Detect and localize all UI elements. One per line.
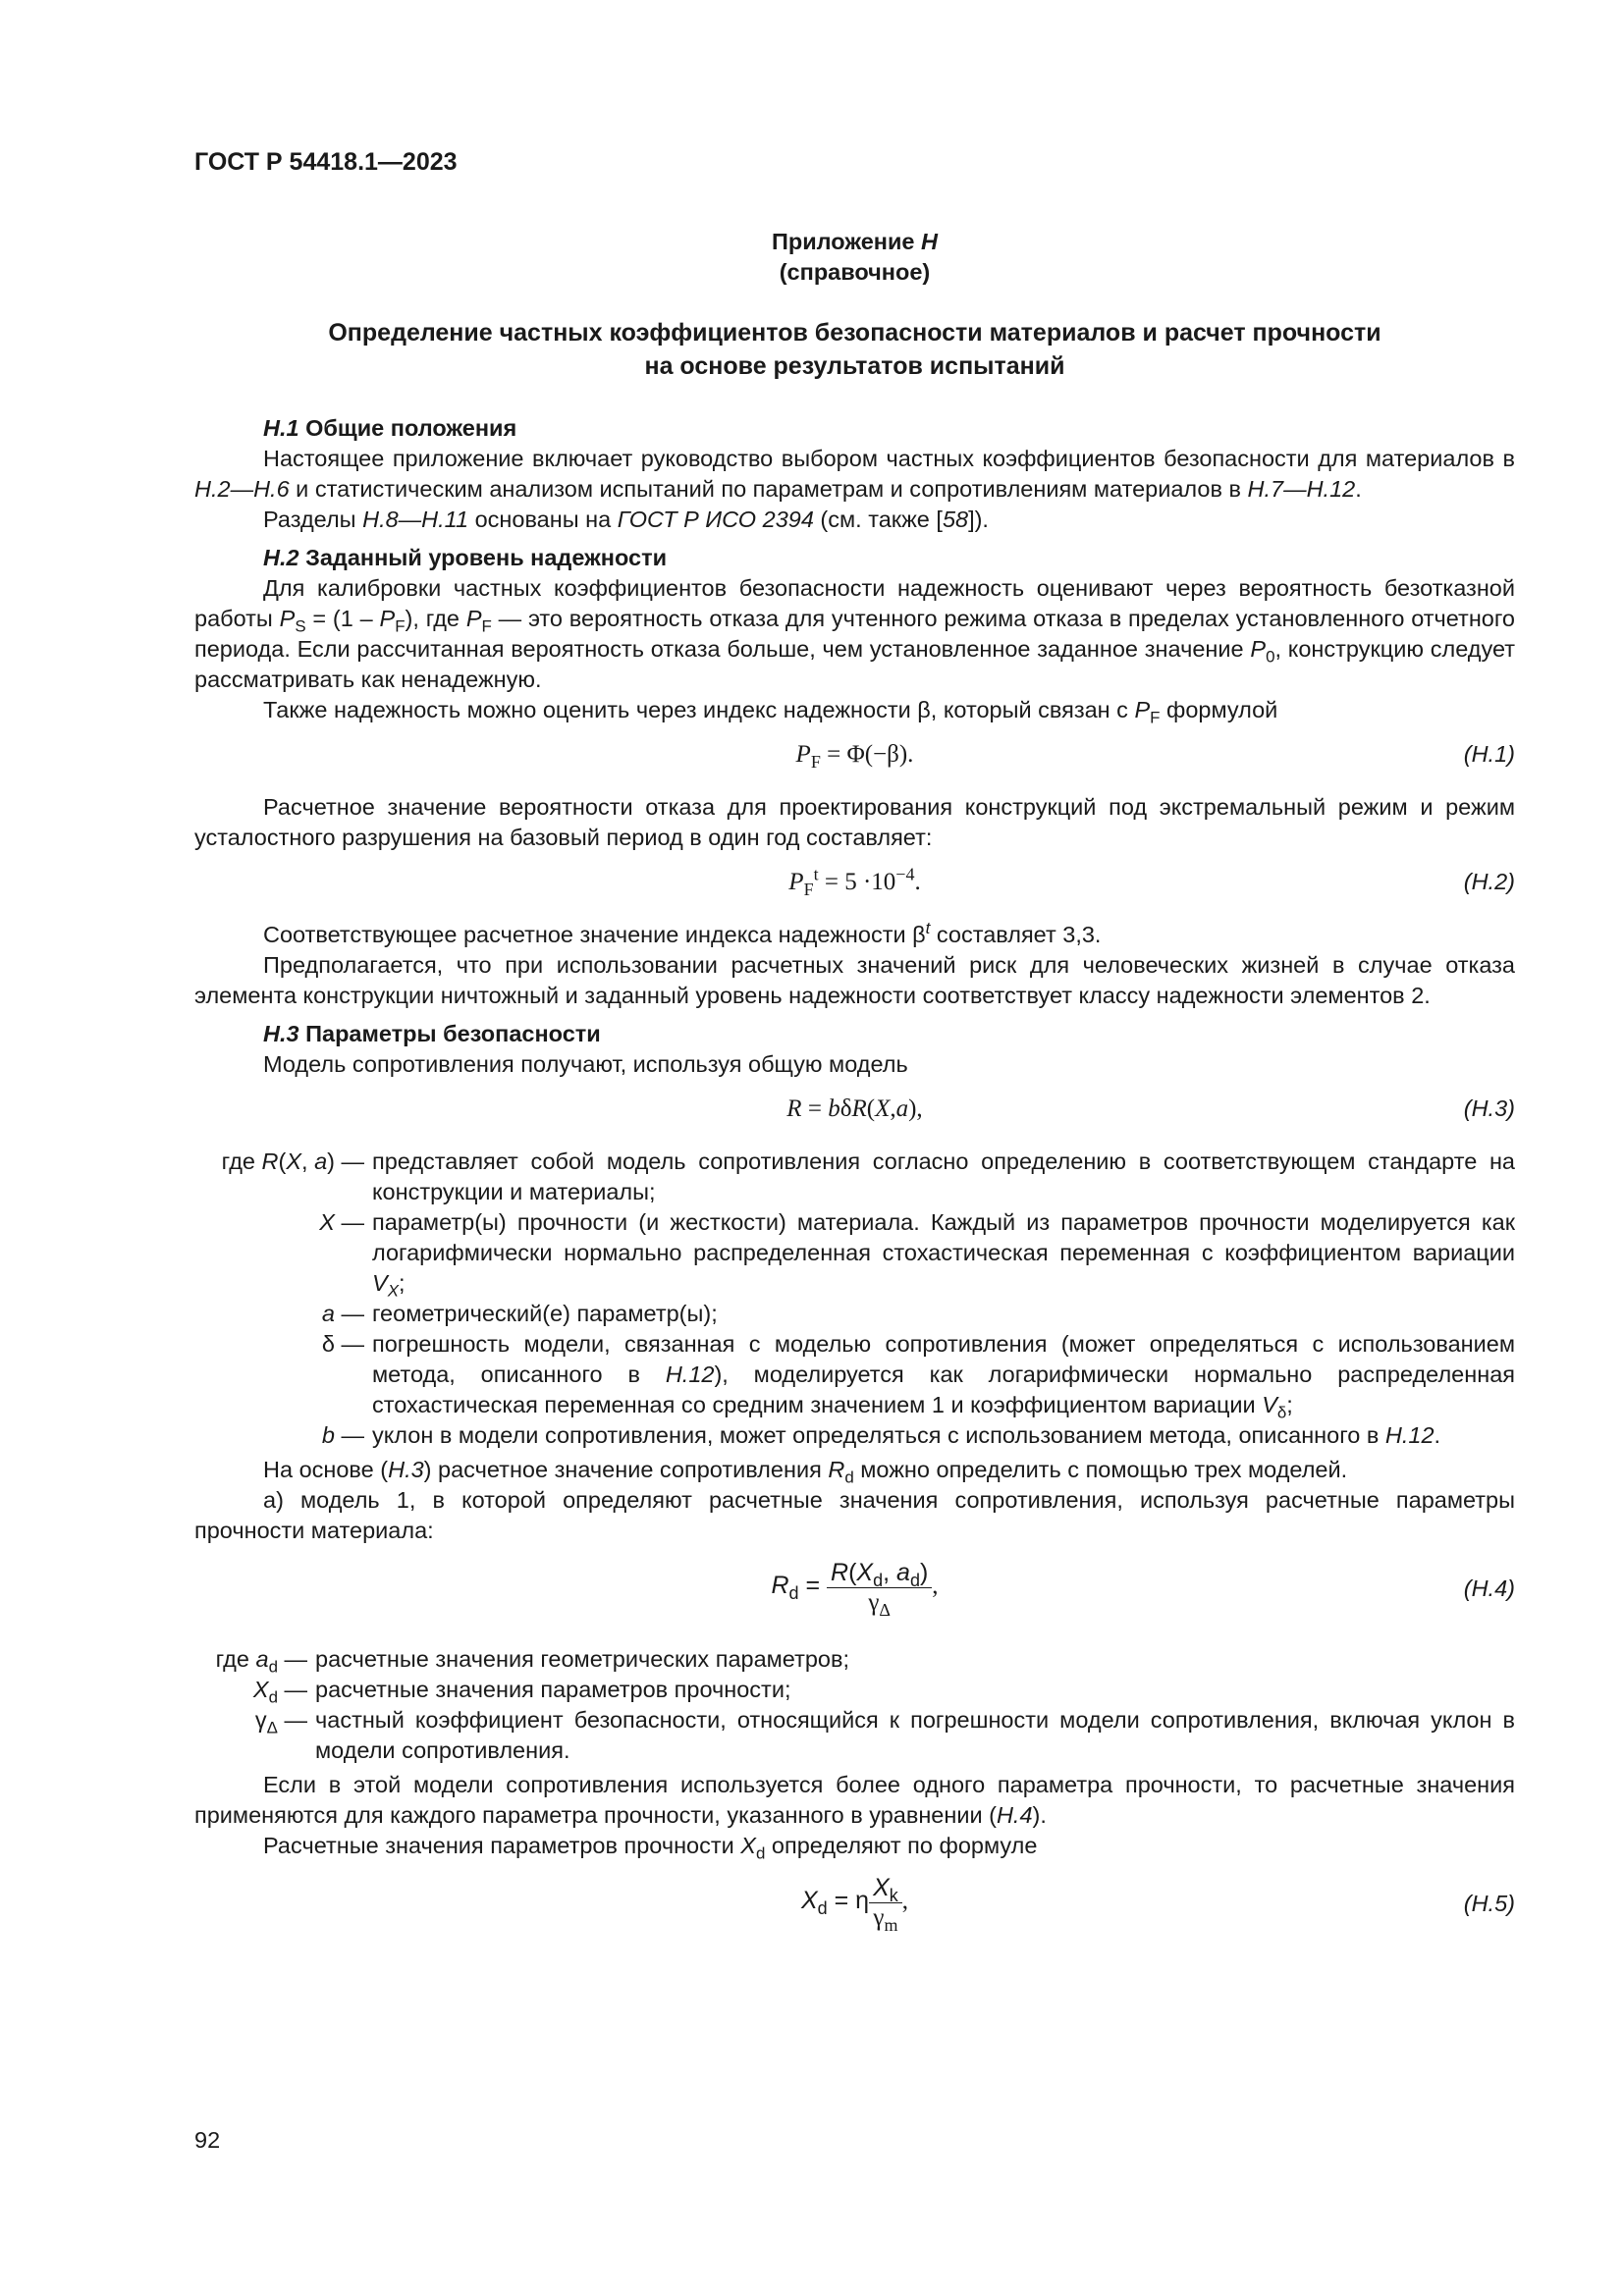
subscript: k	[889, 1886, 898, 1905]
equation-number: (H.2)	[1463, 869, 1515, 894]
text-run: H.2—H.6	[194, 476, 290, 502]
text-run: Для калибровки частных коэффициентов безопасности надежность оценивают через вероятность безотказной работы	[194, 575, 1515, 631]
text-run: X	[856, 1559, 874, 1586]
text-run: R	[771, 1572, 789, 1600]
subscript: d	[844, 1468, 854, 1487]
subscript: F	[810, 752, 821, 772]
text-run: (	[848, 1559, 857, 1586]
text-run: Настоящее приложение включает руководство выбором частных коэффициентов безопасности для материалов в	[263, 446, 1515, 471]
paragraph	[194, 920, 1515, 950]
text-run: X	[873, 1874, 890, 1901]
document-body	[194, 413, 1515, 1959]
text-run: X	[286, 1148, 301, 1174]
equation-h2	[194, 864, 1515, 900]
text-run: H.3	[388, 1457, 424, 1482]
equation-number: (H.1)	[1463, 741, 1515, 767]
text-run: где	[221, 1148, 262, 1174]
text-run: R	[261, 1148, 279, 1174]
text-run: расчетные значения параметров прочности;	[315, 1677, 791, 1702]
text-run: X	[875, 1095, 891, 1122]
text-run: R	[828, 1457, 845, 1482]
text-run: X	[319, 1209, 335, 1235]
definition-text	[372, 1420, 1515, 1451]
paragraph: Предполагается, что при использовании расчетных значений риск для человеческих жизней в случае отказа элемента конструкции ничтожный и заданный уровень надежности соответствует классу надежности элементов 2.	[194, 952, 1515, 1008]
text-run: ), где	[405, 606, 466, 631]
text-run: 58	[942, 507, 969, 532]
text-run: R	[831, 1559, 849, 1586]
text-run: уклон в модели сопротивления, может определяться с использованием метода, описанного в	[372, 1422, 1385, 1448]
definition-text	[315, 1675, 1515, 1705]
definition-term	[194, 1329, 364, 1420]
definition-text	[315, 1705, 1515, 1766]
appendix-type: (справочное)	[779, 259, 931, 285]
text-run: ;	[398, 1270, 406, 1296]
definition-term	[194, 1675, 307, 1705]
text-run: P	[379, 606, 396, 631]
text-run: ) расчетное значение сопротивления	[423, 1457, 829, 1482]
text-run: X	[740, 1833, 756, 1858]
formula: $X_d = \eta$ $\frac{X_k}{\gamma_m}$ ,	[800, 1874, 909, 1935]
subscript: d	[817, 1898, 828, 1919]
paragraph: а) модель 1, в которой определяют расчетные значения сопротивления, используя расчетные параметры прочности материала:	[194, 1487, 1515, 1543]
text-run: P	[1250, 636, 1267, 662]
paragraph: Модель сопротивления получают, используя общую модель	[263, 1051, 908, 1077]
text-run: Расчетные значения параметров прочности	[263, 1833, 741, 1858]
definition-term	[194, 1705, 307, 1766]
text-run: = 5 ·10	[818, 869, 896, 895]
subscript: d	[909, 1571, 920, 1590]
text-run: a	[314, 1148, 328, 1174]
subscript: F	[395, 616, 406, 636]
subscript: d	[268, 1657, 278, 1677]
text-run: a	[255, 1646, 269, 1672]
text-run: P	[1134, 697, 1151, 722]
text-run: Соответствующее расчетное значение индекса надежности β	[263, 922, 926, 947]
text-run: ,	[890, 1095, 896, 1122]
equation-number: (H.5)	[1463, 1891, 1515, 1916]
equation-h1	[194, 739, 1515, 773]
text-run: погрешность модели, связанная с моделью сопротивления (может определяться с использованием метода, описанного в	[372, 1331, 1515, 1387]
text-run: P	[279, 606, 296, 631]
text-run: основаны на	[468, 507, 618, 532]
text-run: где	[215, 1646, 256, 1672]
text-run: V	[1262, 1392, 1277, 1417]
definition-term	[194, 1420, 364, 1451]
paragraph: Расчетное значение вероятности отказа для проектирования конструкций под экстремальный режим и режим усталостного разрушения на базовый период в один год составляет:	[194, 794, 1515, 850]
definition-term	[194, 1207, 364, 1299]
text-run: На основе (	[263, 1457, 389, 1482]
text-run: — это вероятность отказа для учтенного режима отказа в пределах установленного отчетного периода. Если рассчитанная вероятность отказа больше, чем установленное заданное значение	[194, 606, 1515, 662]
text-run: = η	[827, 1887, 870, 1915]
text-run: a	[321, 1301, 335, 1326]
paragraph	[194, 1831, 1515, 1861]
subscript: F	[803, 880, 814, 899]
subscript: d	[268, 1687, 278, 1707]
text-run: H.8—H.11	[362, 507, 469, 532]
subscript: d	[755, 1843, 766, 1863]
text-run: X	[800, 1887, 818, 1915]
text-run: .	[1355, 476, 1362, 502]
subscript: 0	[1266, 647, 1275, 667]
equation-h5	[194, 1873, 1515, 1938]
definition-term	[194, 1147, 364, 1207]
text-run: Разделы	[263, 507, 363, 532]
text-run: ]).	[968, 507, 989, 532]
text-run: —	[277, 1646, 307, 1672]
text-run: P	[795, 741, 811, 768]
text-run: =	[801, 1095, 829, 1122]
text-run: R	[851, 1095, 867, 1122]
text-run: формулой	[1160, 697, 1278, 722]
text-run: X	[252, 1677, 269, 1702]
paragraph	[194, 695, 1515, 725]
text-run: ,	[301, 1148, 315, 1174]
text-run: частный коэффициент безопасности, относящийся к погрешности модели сопротивления, включая уклон в модели сопротивления.	[315, 1707, 1515, 1763]
definition-text	[372, 1329, 1515, 1420]
text-run: P	[465, 606, 482, 631]
text-run: можно определить с помощью трех моделей.	[853, 1457, 1348, 1482]
text-run: V	[372, 1270, 388, 1296]
text-run: H.12	[1384, 1422, 1435, 1448]
text-run: )	[919, 1559, 929, 1586]
subscript: F	[1150, 708, 1161, 727]
equation-h3	[194, 1094, 1515, 1127]
text-run: δ —	[321, 1331, 364, 1357]
definition-term	[194, 1299, 364, 1329]
text-run: —	[334, 1301, 364, 1326]
text-run: a	[895, 1095, 909, 1122]
fraction	[869, 1873, 902, 1933]
text-run: R	[786, 1095, 802, 1122]
formula	[194, 739, 1515, 770]
fraction	[827, 1558, 932, 1618]
section-heading-h2: H.2 Заданный уровень надежности	[263, 545, 668, 570]
equation-number: (H.3)	[1463, 1095, 1515, 1121]
superscript: t	[813, 864, 819, 884]
section-heading-h3: H.3 Параметры безопасности	[263, 1021, 601, 1046]
definition-text	[372, 1299, 1515, 1329]
text-run: b	[828, 1095, 840, 1122]
definition-text	[372, 1207, 1515, 1299]
text-run: ).	[1032, 1802, 1047, 1828]
text-run: ,	[883, 1559, 897, 1586]
text-run: .	[914, 869, 921, 895]
equation-h4	[194, 1558, 1515, 1623]
text-run: и статистическим анализом испытаний по параметрам и сопротивлениям материалов в	[289, 476, 1248, 502]
text-run: b	[321, 1422, 335, 1448]
text-run: =	[798, 1572, 828, 1600]
paragraph	[194, 444, 1515, 505]
text-run: , конструкцию следует рассматривать как ненадежную.	[194, 636, 1515, 692]
formula	[194, 1094, 1515, 1124]
text-run: определяют по формуле	[765, 1833, 1038, 1858]
appendix-heading	[194, 227, 1515, 288]
subscript: Δ	[266, 1718, 278, 1737]
formula	[194, 864, 1515, 899]
definition-list-2	[194, 1644, 1515, 1766]
paragraph	[194, 573, 1515, 695]
section-heading-h1: H.1 Общие положения	[263, 415, 517, 441]
definition-text	[372, 1147, 1515, 1207]
text-run: ) —	[327, 1148, 364, 1174]
text-run: —	[334, 1422, 364, 1448]
text-run: (	[278, 1148, 287, 1174]
text-run: H.7—H.12	[1247, 476, 1356, 502]
subscript: d	[788, 1583, 799, 1604]
text-run: γ	[873, 1904, 885, 1931]
text-run: —	[334, 1209, 364, 1235]
text-run: γ	[254, 1707, 267, 1733]
document-page	[194, 0, 1515, 2296]
formula: $R_d$ = $\frac{R(X_d, a_d)}{\gamma_\Delta}$ ,	[771, 1559, 939, 1620]
superscript: t	[925, 919, 931, 938]
equation-number: (H.4)	[1463, 1575, 1515, 1601]
text-run: ГОСТ Р ИСО 2394	[617, 507, 814, 532]
text-run: H.4	[996, 1802, 1033, 1828]
text-run: ;	[1286, 1392, 1293, 1417]
text-run: H.12	[665, 1362, 715, 1387]
paragraph	[194, 505, 1515, 535]
text-run: .	[1434, 1422, 1441, 1448]
paragraph	[194, 1770, 1515, 1831]
text-run: геометрический(е) параметр(ы);	[372, 1301, 718, 1326]
text-run: = Φ(−β).	[820, 741, 914, 768]
superscript: −4	[895, 864, 915, 884]
subscript: S	[295, 616, 306, 636]
subscript: δ	[1276, 1403, 1287, 1422]
text-run: γ	[868, 1589, 880, 1616]
text-run: P	[788, 869, 804, 895]
subscript: Δ	[879, 1600, 891, 1620]
text-run: = (1 –	[305, 606, 380, 631]
text-run: —	[277, 1707, 307, 1733]
appendix-title: Определение частных коэффициентов безопасности материалов и расчет прочности на основе результатов испытаний	[328, 319, 1381, 380]
text-run: —	[277, 1677, 307, 1702]
standard-header: ГОСТ Р 54418.1—2023	[194, 148, 458, 176]
appendix-label: Приложение H	[771, 229, 938, 254]
text-run: ), моделируется как логарифмически нормально распределенная стохастическая переменная со средним значением 1 и коэффициентом вариации	[372, 1362, 1515, 1417]
definition-term	[194, 1644, 307, 1675]
definition-list	[194, 1147, 1515, 1451]
text-run: расчетные значения геометрических параметров;	[315, 1646, 850, 1672]
page-number: 92	[194, 2127, 221, 2153]
subscript: X	[387, 1281, 399, 1301]
subscript: F	[481, 616, 492, 636]
text-run: Также надежность можно оценить через индекс надежности β, который связан с	[263, 697, 1135, 722]
text-run: (	[866, 1095, 876, 1122]
text-run: представляет собой модель сопротивления согласно определению в соответствующем стандарте на конструкции и материалы;	[372, 1148, 1515, 1204]
paragraph	[194, 1455, 1515, 1485]
text-run: Если в этой модели сопротивления используется более одного параметра прочности, то расчетные значения применяются для каждого параметра прочности, указанного в уравнении (	[194, 1772, 1515, 1828]
text-run: δ	[839, 1095, 852, 1122]
text-run: параметр(ы) прочности (и жесткости) материала. Каждый из параметров прочности моделируется как логарифмически нормально распределенная стохастическая переменная с коэффициентом вариации	[372, 1209, 1515, 1265]
subscript: d	[873, 1571, 884, 1590]
text-run: ),	[908, 1095, 923, 1122]
text-run: (см. также [	[813, 507, 943, 532]
text-run: составляет 3,3.	[930, 922, 1102, 947]
definition-text	[315, 1644, 1515, 1675]
text-run: a	[896, 1559, 910, 1586]
subscript: m	[884, 1915, 898, 1935]
